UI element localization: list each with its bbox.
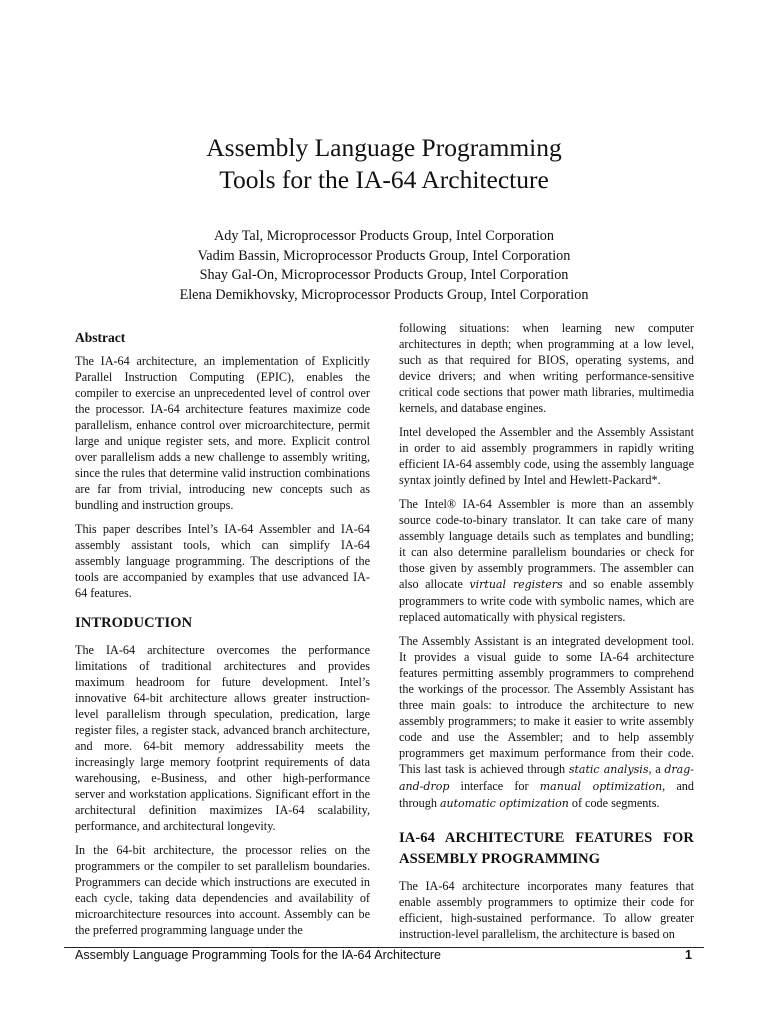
assistant-text-3: interface for — [449, 779, 540, 793]
title-line-2: Tools for the IA-64 Architecture — [219, 165, 549, 194]
manual-optimization-term: manual optimization — [539, 780, 663, 793]
features-paragraph: The IA-64 architecture incorporates many features that enable assembly programmers to optimize their code for efficient, high-sustained performance. To allow greater instruction-level parallelism, the architecture is based on — [399, 879, 694, 941]
abstract-heading: Abstract — [75, 330, 126, 345]
author-2: Vadim Bassin, Microprocessor Products Group, Intel Corporation — [197, 247, 571, 264]
assembler-text-2: and so enable assembly programmers to write code with symbolic names, which are replaced automatically with physical registers. — [399, 577, 695, 624]
assembler-paragraph — [399, 496, 694, 625]
title-line-1: Assembly Language Programming — [206, 133, 562, 162]
intro-paragraph-2: In the 64-bit architecture, the processor relies on the programmers or the compiler to set parallelism boundaries. Programmers can decide which instructions are executed in each cycle, taking data dependencies and availability of microarchitecture resources into account. Assembly can be the preferred programming language under the — [75, 843, 370, 937]
assistant-text-1: The Assembly Assistant is an integrated development tool. It provides a visual guide to some IA-64 architecture features permitting assembly programmers to comprehend the workings of the processor. The Assembly Assistant has three main goals: to introduce the architecture to new assembly programmers; to make it easier to write assembly code and use the Assembler; and to help assembly programmers get maximum performance from their code. This last task is achieved through — [399, 634, 694, 776]
author-list — [0, 227, 768, 305]
right-paragraph-1: following situations: when learning new computer architectures in depth; when programming at a low level, such as that required for BIOS, operating systems, and device drivers; and when writing performance-sensitive critical code sections that power math libraries, multimedia kernels, and database engines. — [399, 321, 694, 415]
static-analysis-term: static analysis — [568, 763, 649, 776]
assistant-paragraph — [399, 633, 694, 812]
introduction-heading: INTRODUCTION — [75, 615, 193, 631]
assembler-text-1: The Intel® IA-64 Assembler is more than an assembly source code-to-binary translator. It can take care of many assembly language details such as templates and bundling; it can also determine parallelism boundaries or check for those given by assembly programmers. The assembler can also allocate — [399, 497, 694, 591]
page-number: 1 — [685, 948, 692, 962]
author-4: Elena Demikhovsky, Microprocessor Products Group, Intel Corporation — [179, 286, 589, 303]
assistant-text-2: , a — [648, 762, 665, 776]
assistant-text-5: of code segments. — [568, 796, 660, 810]
footer-title: Assembly Language Programming Tools for the IA-64 Architecture — [75, 948, 441, 962]
right-column — [399, 320, 694, 950]
author-1: Ady Tal, Microprocessor Products Group, Intel Corporation — [214, 228, 554, 244]
abstract-paragraph-1: The IA-64 architecture, an implementation of Explicitly Parallel Instruction Computing (EPIC), enables the compiler to exercise an unprecedented level of control over the processor. IA-64 architecture features maximize code parallelism, enhance control over microarchitecture, permit large and unique register sets, and more. Explicit control over parallelism adds a new challenge to assembly writing, since the rules that determine valid instruction combinations are far from trivial, introducing new concepts such as bundling and instruction groups. — [75, 354, 370, 512]
drag-and-drop-term: drag-and-drop — [399, 763, 694, 793]
intro-paragraph-1: The IA-64 architecture overcomes the performance limitations of traditional architectures and provides maximum headroom for future development. Intel’s innovative 64-bit architecture allows greater instruction-level parallelism through speculation, predication, large register files, a register stack, advanced branch architecture, and more. 64-bit memory addressability meets the increasingly large memory footprint requirements of data warehousing, e-Business, and other high-performance server and workstation applications. Significant effort in the architectural definition maximizes IA-64 scalability, performance, and architectural longevity. — [75, 643, 370, 833]
automatic-optimization-term: automatic optimization — [439, 797, 569, 810]
left-column — [75, 320, 370, 946]
page-footer — [75, 948, 692, 962]
virtual-registers-term: virtual registers — [469, 578, 563, 591]
paper-title — [0, 132, 768, 196]
author-3: Shay Gal-On, Microprocessor Products Group, Intel Corporation — [199, 267, 569, 283]
features-section-heading: IA-64 ARCHITECTURE FEATURES FOR ASSEMBLY PROGRAMMING — [399, 830, 694, 867]
right-paragraph-2: Intel developed the Assembler and the Assembly Assistant in order to aid assembly programmers in rapidly writing efficient IA-64 assembly code, using the assembly language syntax jointly defined by Intel and Hewlett-Packard*. — [399, 425, 694, 487]
abstract-paragraph-2: This paper describes Intel’s IA-64 Assembler and IA-64 assembly assistant tools, which can simplify IA-64 assembly language programming. The descriptions of the tools are accompanied by examples that use advanced IA-64 features. — [75, 522, 370, 600]
assistant-text-4: , and through — [399, 779, 694, 810]
